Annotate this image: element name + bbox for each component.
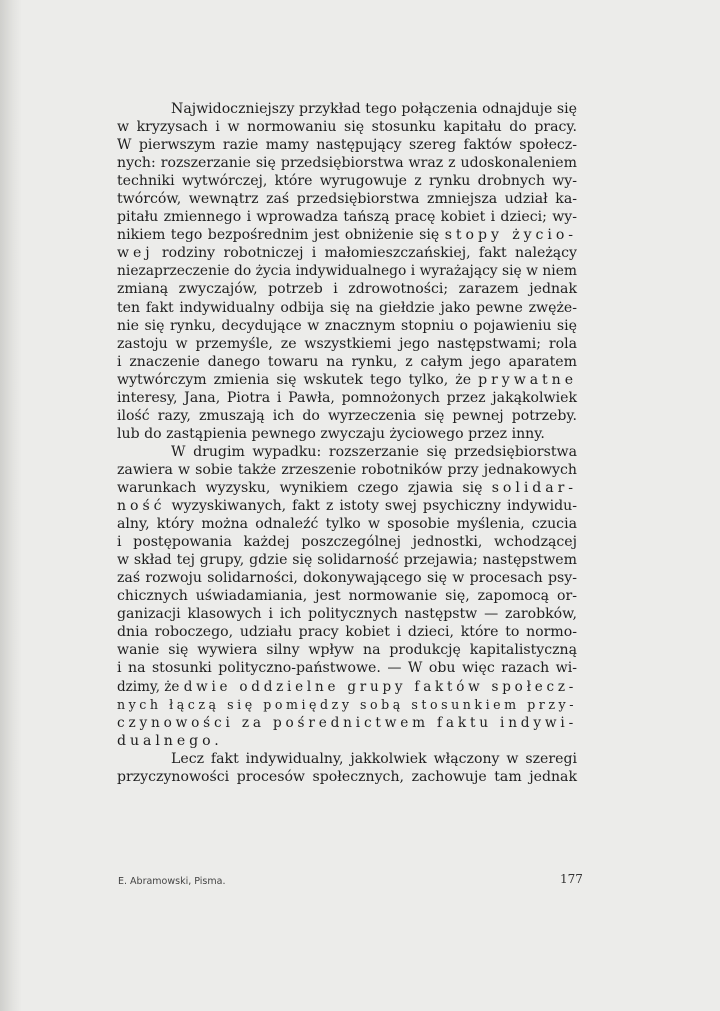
text-line: Lecz fakt indywidualny, jakkolwiek włączony w szeregi: [171, 750, 577, 767]
text-line: [117, 714, 577, 732]
spaced-emphasis: czynowości za pośrednictwem faktu indywi-: [117, 714, 578, 731]
spaced-emphasis: nych łączą się pomiędzy sobą stosunkiem przy-: [117, 696, 577, 712]
footer-signature: E. Abramowski, Pisma.: [118, 876, 226, 887]
text-line: nych: rozszerzanie się przedsiębiorstwa wraz z udoskonaleniem: [117, 155, 577, 172]
text-line: pitału zmiennego i wprowadza tańszą pracę kobiet i dzieci; wy-: [117, 209, 577, 226]
spaced-emphasis: ność: [117, 498, 166, 515]
text-line: techniki wytwórczej, które wyrugowuje z rynku drobnych wy-: [117, 173, 577, 190]
text-line: wanie się wywiera silny wpływ na produkcję kapitalistyczną: [117, 642, 577, 659]
text-line: przyczynowości procesów społecznych, zachowuje tam jednak: [117, 768, 577, 785]
text-line: zaś rozwoju solidarności, dokonywającego się w procesach psy-: [117, 570, 577, 587]
body-text: [117, 100, 577, 786]
text-line: zastoju w przemyśle, ze wszystkiemi jego następstwami; rola: [117, 335, 577, 352]
text-line: ność wyzyskiwanych, fakt z istoty swej psychiczny indywidu-: [117, 498, 577, 515]
text-line: Najwidoczniejszy przykład tego połączenia odnajduje się: [171, 101, 577, 117]
text-line: W pierwszym razie mamy następujący szereg faktów społecz-: [117, 137, 577, 154]
page-number: 177: [560, 872, 583, 886]
text-line: interesy, Jana, Piotra i Pawła, pomnożonych przez jakąkolwiek: [117, 389, 577, 406]
scan-shadow-edge: [0, 0, 22, 1011]
spaced-emphasis: solidar-: [491, 479, 577, 496]
text-line: i postępowania każdej poszczególnej jednostki, wchodzącej: [117, 534, 577, 551]
text-line: dnia roboczego, udziału pracy kobiet i dzieci, które to normo-: [117, 624, 577, 641]
text-line: alny, który można odnaleźć tylko w sposobie myślenia, czucia: [117, 516, 577, 533]
text-line: chicznych uświadamiania, jest normowanie się, zapomocą or-: [117, 588, 577, 605]
text-line: niezaprzeczenie do życia indywidualnego i wyrażający się w niem: [117, 263, 577, 280]
text-line: wytwórczym zmienia się wskutek tego tylko, że prywatne: [117, 371, 577, 388]
text-line: [117, 696, 577, 714]
text-line: twórców, wewnątrz zaś przedsiębiorstwa zmniejsza udział ka-: [117, 191, 577, 208]
text-line: w skład tej grupy, gdzie się solidarność przejawia; następstwem: [117, 552, 577, 569]
text-line: w kryzysach i w normowaniu się stosunku kapitału do pracy.: [117, 119, 577, 136]
text-line: i znaczenie danego towaru na rynku, z całym jego aparatem: [117, 353, 577, 370]
spaced-emphasis: wej: [117, 245, 154, 262]
text-line: i na stosunki polityczno-państwowe. — W obu więc razach wi-: [117, 660, 577, 677]
text-line: wej rodziny robotniczej i małomieszczańskiej, fakt należący: [117, 245, 577, 262]
text-line: zmianą zwyczajów, potrzeb i zdrowotności; zarazem jednak: [117, 281, 577, 298]
text-line: zawiera w sobie także zrzeszenie robotników przy jednakowych: [117, 461, 577, 478]
text-line: ten fakt indywidualny odbija się na giełdzie jako pewne zwęże-: [117, 299, 577, 316]
spaced-emphasis: stopy życio-: [444, 227, 578, 244]
text-line: nie się rynku, decydujące w znacznym stopniu o pojawieniu się: [117, 317, 577, 334]
text-line: dzimy, że dwie oddzielne grupy faktów społecz-: [117, 678, 578, 695]
text-line: [117, 732, 577, 750]
text-line: lub do zastąpienia pewnego zwyczaju życiowego przez inny.: [117, 425, 545, 442]
text-line: warunkach wyzysku, wynikiem czego zjawia się solidar-: [117, 479, 577, 496]
text-line: ilość razy, zmuszają ich do wyrzeczenia się pewnej potrzeby.: [117, 407, 577, 424]
spaced-emphasis: prywatne: [478, 371, 577, 388]
spaced-emphasis: dualnego.: [117, 732, 223, 749]
spaced-emphasis: dwie oddzielne grupy faktów społecz-: [183, 678, 578, 695]
text-line: ganizacji klasowych i ich politycznych następstw — zarobków,: [117, 606, 577, 623]
text-line: nikiem tego bezpośrednim jest obniżenie się stopy życio-: [117, 227, 578, 244]
text-line: W drugim wypadku: rozszerzanie się przedsiębiorstwa: [171, 443, 577, 460]
